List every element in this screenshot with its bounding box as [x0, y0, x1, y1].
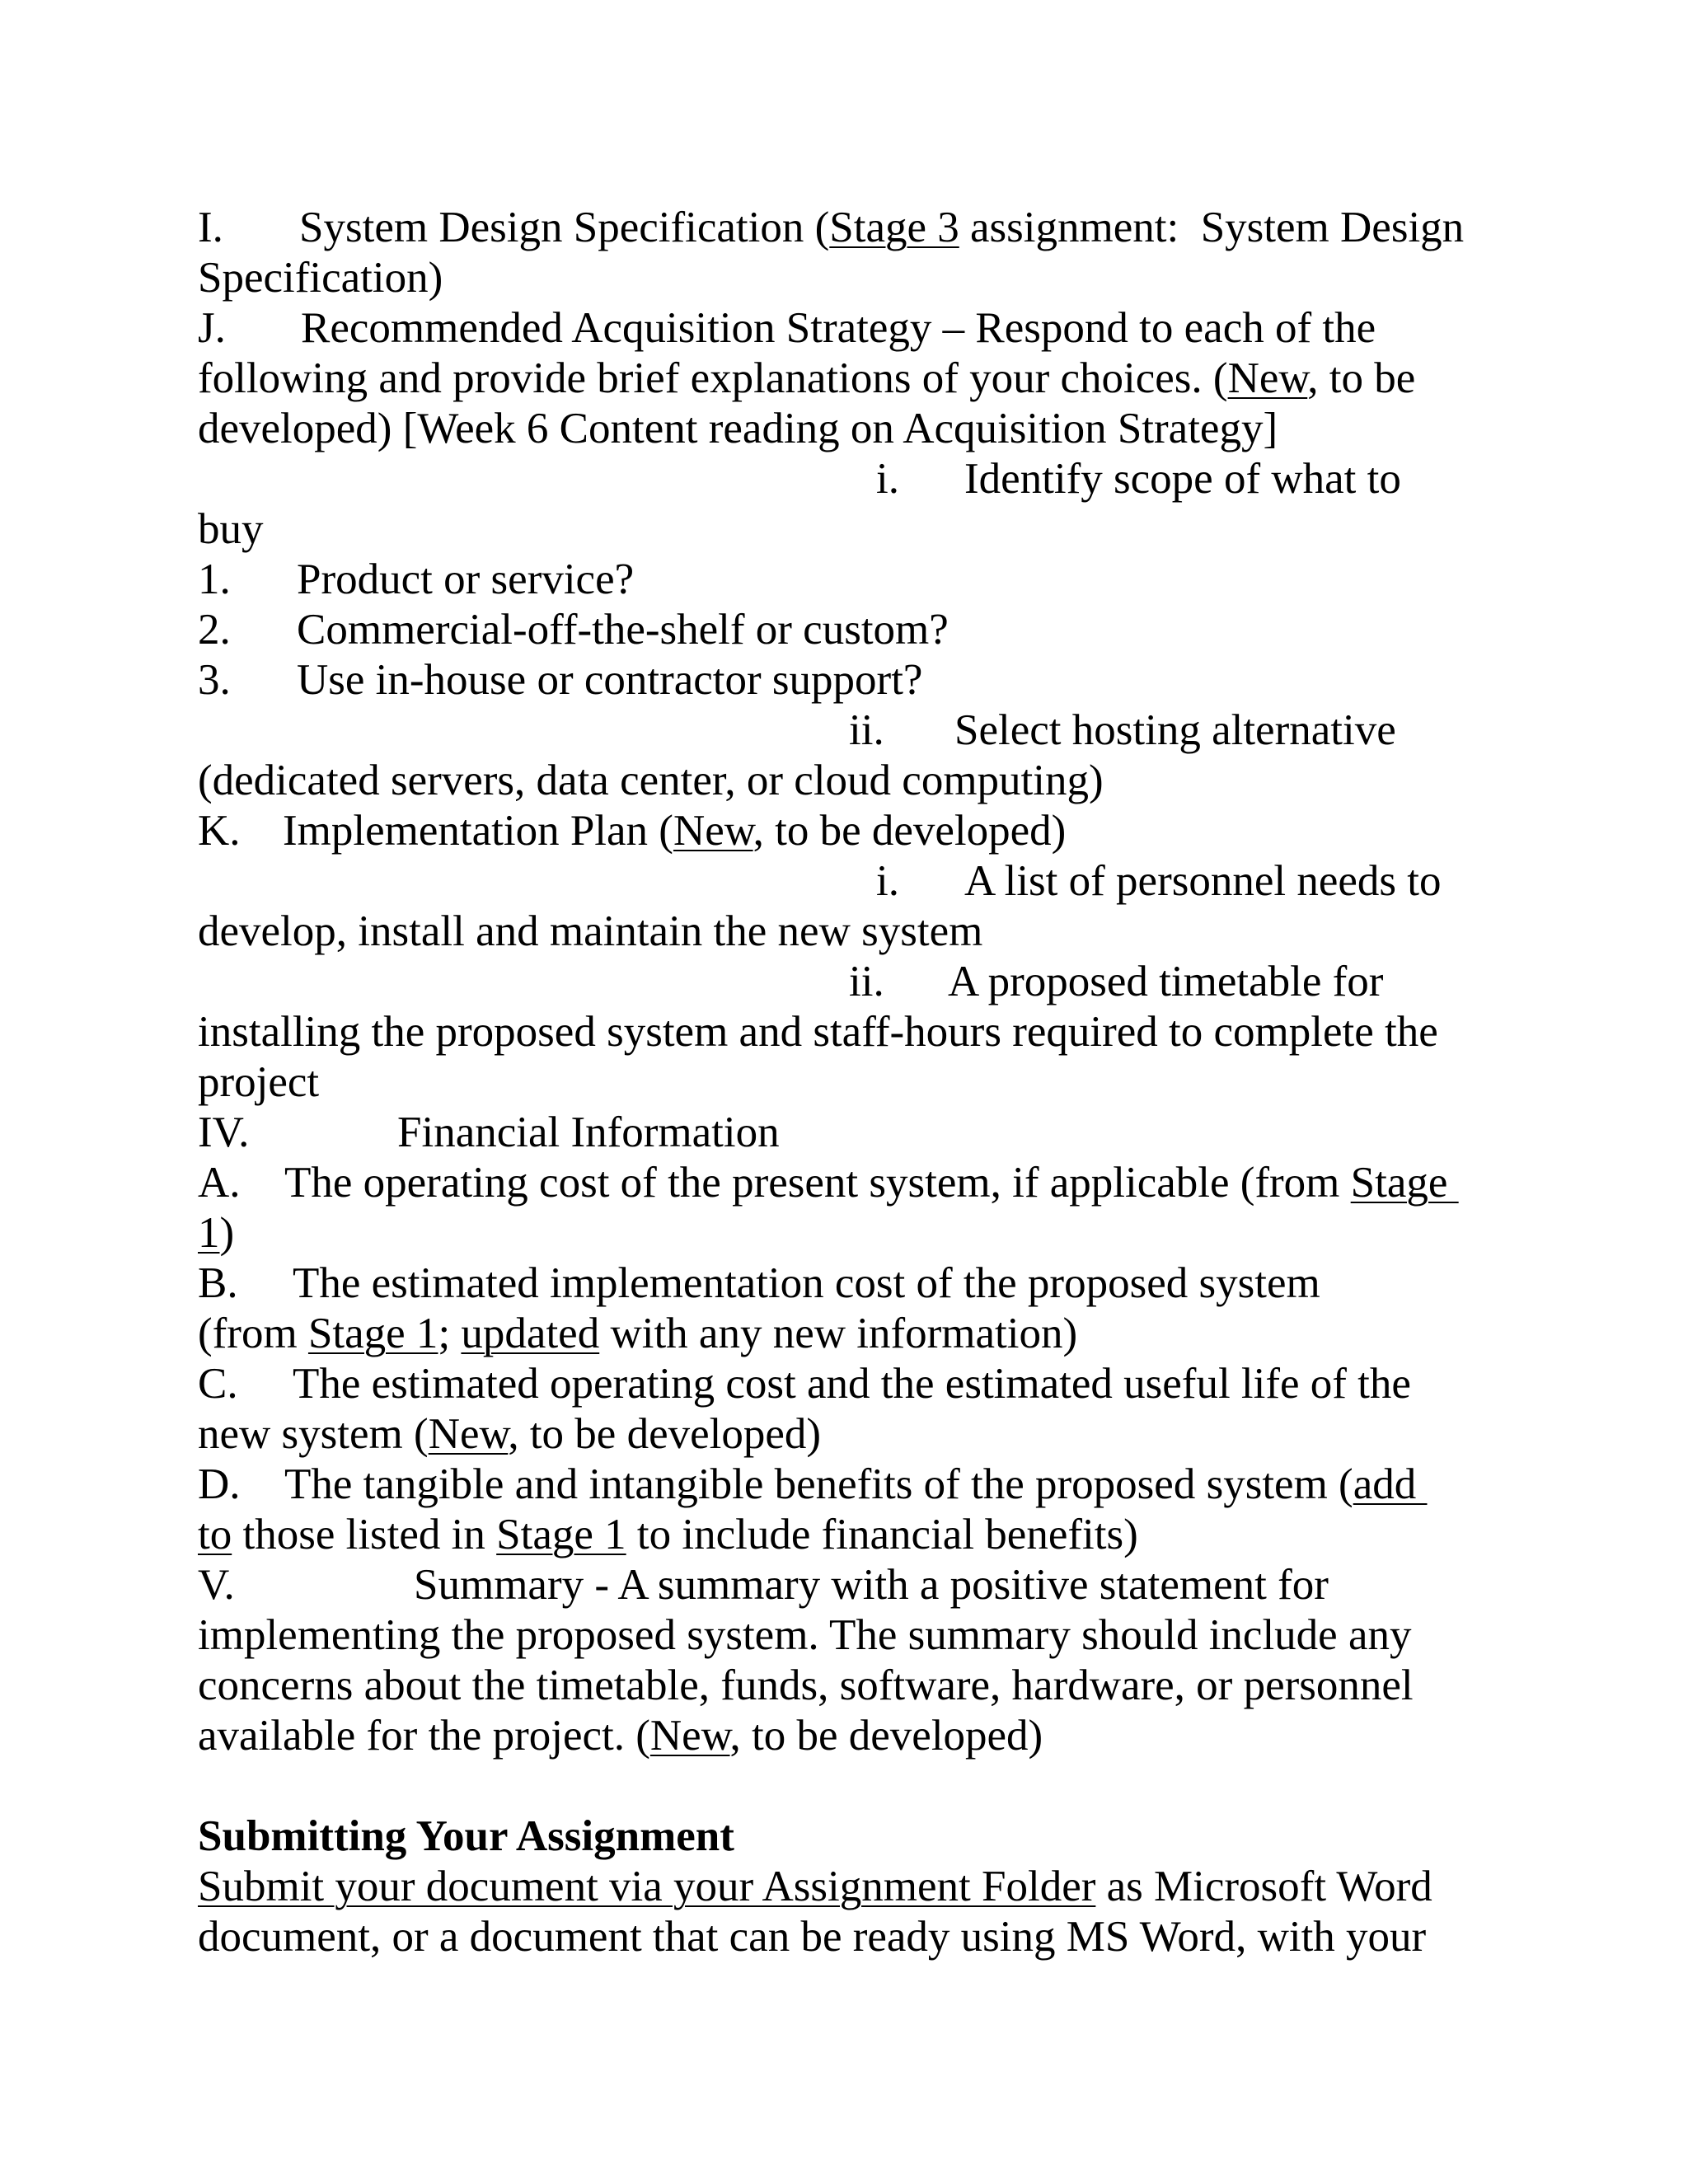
- section-j-text: Recommended Acquisition Strategy – Respond to each of the: [301, 304, 1376, 352]
- section-iv-d: D. The tangible and intangible benefits of the proposed system (add: [198, 1460, 1428, 1508]
- updated-link[interactable]: updated: [461, 1310, 600, 1357]
- list-item: 1. Product or service?: [198, 555, 635, 603]
- stage1-link[interactable]: 1: [198, 1209, 220, 1257]
- section-iv-a: A. The operating cost of the present system, if applicable (from Stage: [198, 1159, 1459, 1207]
- section-v-line4: available for the project. (New, to be developed): [198, 1712, 1043, 1760]
- add-to-link[interactable]: to: [198, 1511, 232, 1558]
- add-to-link[interactable]: add: [1353, 1460, 1428, 1508]
- stage3-link[interactable]: Stage 3: [829, 204, 959, 251]
- section-i-text-b: assignment: System Design: [959, 204, 1465, 251]
- section-i-text: System Design Specification (: [299, 204, 830, 251]
- section-k-line: K. Implementation Plan (New, to be developed): [198, 807, 1067, 855]
- section-iv-b-cont: (from Stage 1; updated with any new information): [198, 1310, 1078, 1357]
- list-item: 3. Use in-house or contractor support?: [198, 656, 923, 704]
- assignment-folder-link[interactable]: Submit your document via your Assignment Folder: [198, 1863, 1096, 1910]
- sub-i-text: Identify scope of what to: [964, 455, 1401, 503]
- section-iv-a-cont: 1): [198, 1209, 235, 1257]
- section-k-sub-ii: ii. A proposed timetable for: [849, 958, 1384, 1005]
- section-j-line3: developed) [Week 6 Content reading on Acquisition Strategy]: [198, 405, 1278, 452]
- section-j-sub-i-cont: buy: [198, 505, 264, 553]
- section-iv-d-cont: to those listed in Stage 1 to include financial benefits): [198, 1511, 1138, 1558]
- section-j-line: [198, 304, 1376, 352]
- new-link[interactable]: New: [649, 1712, 730, 1760]
- section-i-marker: I.: [198, 204, 223, 251]
- section-v-line2: implementing the proposed system. The summary should include any: [198, 1611, 1412, 1659]
- section-j-sub-i: [876, 455, 1401, 503]
- submitting-heading: Submitting Your Assignment: [198, 1812, 734, 1860]
- stage1-link[interactable]: Stage 1: [496, 1511, 626, 1558]
- section-v-line3: concerns about the timetable, funds, software, hardware, or personnel: [198, 1661, 1414, 1709]
- section-iv-c-cont: new system (New, to be developed): [198, 1410, 822, 1458]
- submitting-line1: Submit your document via your Assignment Folder as Microsoft Word: [198, 1863, 1432, 1910]
- section-j-sub-ii: [849, 706, 1396, 754]
- sub-i-marker: i.: [876, 455, 899, 503]
- section-k-sub-i: i. A list of personnel needs to: [876, 857, 1442, 905]
- sub-ii-text: Select hosting alternative: [954, 706, 1396, 754]
- section-iv-marker: IV.: [198, 1108, 250, 1156]
- stage1-link[interactable]: Stage: [1350, 1159, 1459, 1207]
- section-k-sub-i-cont: develop, install and maintain the new system: [198, 907, 983, 955]
- section-j-sub-ii-cont: (dedicated servers, data center, or cloud computing): [198, 757, 1104, 804]
- section-i-line2: Specification): [198, 254, 443, 302]
- section-j-marker: J.: [198, 304, 226, 352]
- section-k-sub-ii-cont: installing the proposed system and staff-hours required to complete the: [198, 1008, 1438, 1056]
- section-iv-c: C. The estimated operating cost and the estimated useful life of the: [198, 1360, 1411, 1408]
- section-k-marker: K.: [198, 807, 241, 855]
- section-i-line: [198, 204, 1465, 251]
- section-j-line2: following and provide brief explanations of your choices. (New, to be: [198, 354, 1416, 402]
- section-iv-heading: [198, 1108, 780, 1156]
- new-link[interactable]: New: [673, 807, 753, 855]
- new-link[interactable]: New: [428, 1410, 509, 1458]
- section-v-text: Summary - A summary with a positive statement for: [414, 1561, 1329, 1609]
- submitting-line2: document, or a document that can be ready using MS Word, with your: [198, 1913, 1427, 1961]
- stage1-link[interactable]: Stage 1: [307, 1310, 438, 1357]
- section-iv-title: Financial Information: [397, 1108, 780, 1156]
- section-v-marker: V.: [198, 1561, 235, 1609]
- section-v-heading: [198, 1561, 1329, 1609]
- sub-ii-marker: ii.: [849, 706, 884, 754]
- section-iv-b: B. The estimated implementation cost of the proposed system: [198, 1259, 1320, 1307]
- new-link[interactable]: New: [1227, 354, 1308, 402]
- list-item: 2. Commercial-off-the-shelf or custom?: [198, 606, 949, 654]
- section-k-sub-ii-cont2: project: [198, 1058, 320, 1106]
